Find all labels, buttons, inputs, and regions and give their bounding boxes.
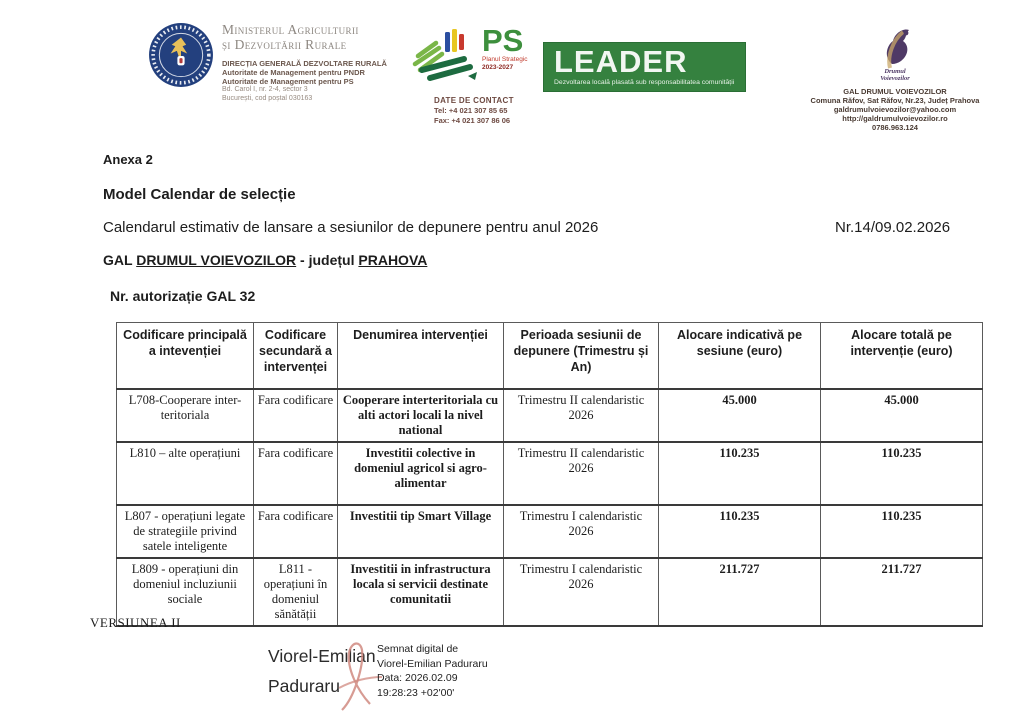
document-number: Nr.14/09.02.2026 (835, 219, 951, 236)
contact-tel: Tel: +4 021 307 85 65 (434, 106, 508, 115)
address-line: București, cod poștal 030163 (222, 94, 313, 102)
gal-caption-line2: Voievozilor (880, 75, 910, 82)
gal-address: Comuna Răfov, Sat Răfov, Nr.23, Județ Prahova (810, 96, 980, 105)
table-row (117, 389, 983, 442)
ps-years: 2023-2027 (482, 64, 514, 71)
ps-acronym: PS (482, 23, 524, 58)
table-cell: 110.235 (821, 505, 983, 558)
ministry-name-line1: Ministerul Agriculturii (222, 22, 359, 37)
table-cell: Cooperare interteritoriala cu alti actori locali la nivel national (338, 389, 504, 442)
column-header: Alocare indicativă pe sesiune (euro) (659, 323, 821, 389)
ministry-logo-block (148, 22, 387, 103)
table-row (117, 558, 983, 626)
table-row (117, 442, 983, 505)
contact-fax: Fax: +4 021 307 86 06 (434, 115, 511, 125)
table-cell: Trimestru II calendaristic 2026 (504, 442, 659, 505)
signature-detail-line: Semnat digital de (377, 643, 459, 655)
leader-title: LEADER (554, 44, 688, 79)
table-cell: Investitii in infrastructura locala si servicii destinate comunitatii (338, 558, 504, 626)
column-header: Alocare totală pe intervenție (euro) (821, 323, 983, 389)
column-header: Denumirea intervenției (338, 323, 504, 389)
authorization-number: Nr. autorizație GAL 32 (110, 288, 256, 304)
table-cell: L810 – alte operațiuni (117, 442, 254, 505)
column-header: Codificare secundară a intervenței (254, 323, 338, 389)
table-cell: 110.235 (659, 442, 821, 505)
contact-title: DATE DE CONTACT (434, 96, 514, 105)
directorate-line: DIRECȚIA GENERALĂ DEZVOLTARE RURALĂ (222, 59, 387, 68)
column-header: Codificare principală a intevenției (117, 323, 254, 389)
signature-detail-line: Data: 2026.02.09 (377, 672, 458, 684)
address-line: Bd. Carol I, nr. 2-4, sector 3 (222, 86, 308, 93)
table-cell: L811 - operațiuni în domeniul sănătății (254, 558, 338, 626)
signature-detail-line: Viorel-Emilian Paduraru (377, 657, 488, 670)
table-cell: 211.727 (659, 558, 821, 626)
table-row (117, 505, 983, 558)
leader-subtitle: Dezvoltarea locală plasată sub responsabilitatea comunității (554, 79, 735, 86)
table-cell: Fara codificare (254, 389, 338, 442)
table-cell: Investitii tip Smart Village (338, 505, 504, 558)
gal-caption-line1: Drumul (884, 68, 906, 75)
gal-line-middle: - județul (296, 252, 359, 268)
gal-website: http://galdrumulvoievozilor.ro (842, 114, 948, 123)
gal-line-prefix: GAL (103, 252, 137, 268)
table-cell: 110.235 (659, 505, 821, 558)
gal-logo-block (772, 24, 1018, 132)
table-cell: L807 - operațiuni legate de strategiile privind satele inteligente (117, 505, 254, 558)
table-cell: Fara codificare (254, 505, 338, 558)
gal-line-name: DRUMUL VOIEVOZILOR (136, 252, 297, 268)
gal-name: GAL DRUMUL VOIEVOZILOR (843, 87, 947, 96)
document-subtitle: Calendarul estimativ de lansare a sesiunilor de depunere pentru anul 2026 (103, 219, 599, 236)
table-cell: 45.000 (659, 389, 821, 442)
gal-phone: 0786.963.124 (872, 123, 918, 132)
table-cell: Trimestru I calendaristic 2026 (504, 505, 659, 558)
table-cell: Trimestru II calendaristic 2026 (504, 389, 659, 442)
signature-detail-line: 19:28:23 +02'00' (377, 686, 455, 699)
contact-block (434, 96, 542, 125)
ps-subtitle: Planul Strategic (482, 56, 528, 63)
gal-email: galdrumulvoievozilor@yahoo.com (833, 105, 957, 114)
table-cell: L708-Cooperare inter-teritoriala (117, 389, 254, 442)
leader-banner (543, 42, 746, 92)
calendar-table (116, 322, 983, 627)
annex-label: Anexa 2 (103, 152, 153, 167)
signature-name-line2: Paduraru (268, 676, 340, 696)
table-cell: Investitii colective in domeniul agricol si agro-alimentar (338, 442, 504, 505)
version-label: VERSIUNEA II (90, 615, 181, 630)
ps-logo-icon (412, 26, 478, 82)
table-cell: 110.235 (821, 442, 983, 505)
directorate-line: Autoritate de Management pentru PNDR (222, 68, 365, 77)
directorate-block (222, 59, 387, 103)
table-cell: Fara codificare (254, 442, 338, 505)
table-cell: 45.000 (821, 389, 983, 442)
table-cell: 211.727 (821, 558, 983, 626)
gal-horseman-icon (870, 24, 920, 70)
table-header-row (117, 323, 983, 389)
table-cell: L809 - operațiuni din domeniul incluziunii sociale (117, 558, 254, 626)
gal-line-county: PRAHOVA (358, 252, 428, 268)
ministry-name-line2: și Dezvoltării Rurale (222, 37, 347, 52)
directorate-line: Autoritate de Management pentru PS (222, 77, 354, 86)
column-header: Perioada sesiunii de depunere (Trimestru și An) (504, 323, 659, 389)
document-title: Model Calendar de selecție (103, 186, 296, 203)
table-body (117, 389, 983, 626)
gal-title-line (103, 252, 427, 268)
signature-name-line1: Viorel-Emilian (268, 646, 376, 666)
table-cell: Trimestru I calendaristic 2026 (504, 558, 659, 626)
government-emblem-icon (148, 22, 214, 88)
ps-logo-block (412, 23, 542, 125)
signature-details (377, 642, 488, 700)
